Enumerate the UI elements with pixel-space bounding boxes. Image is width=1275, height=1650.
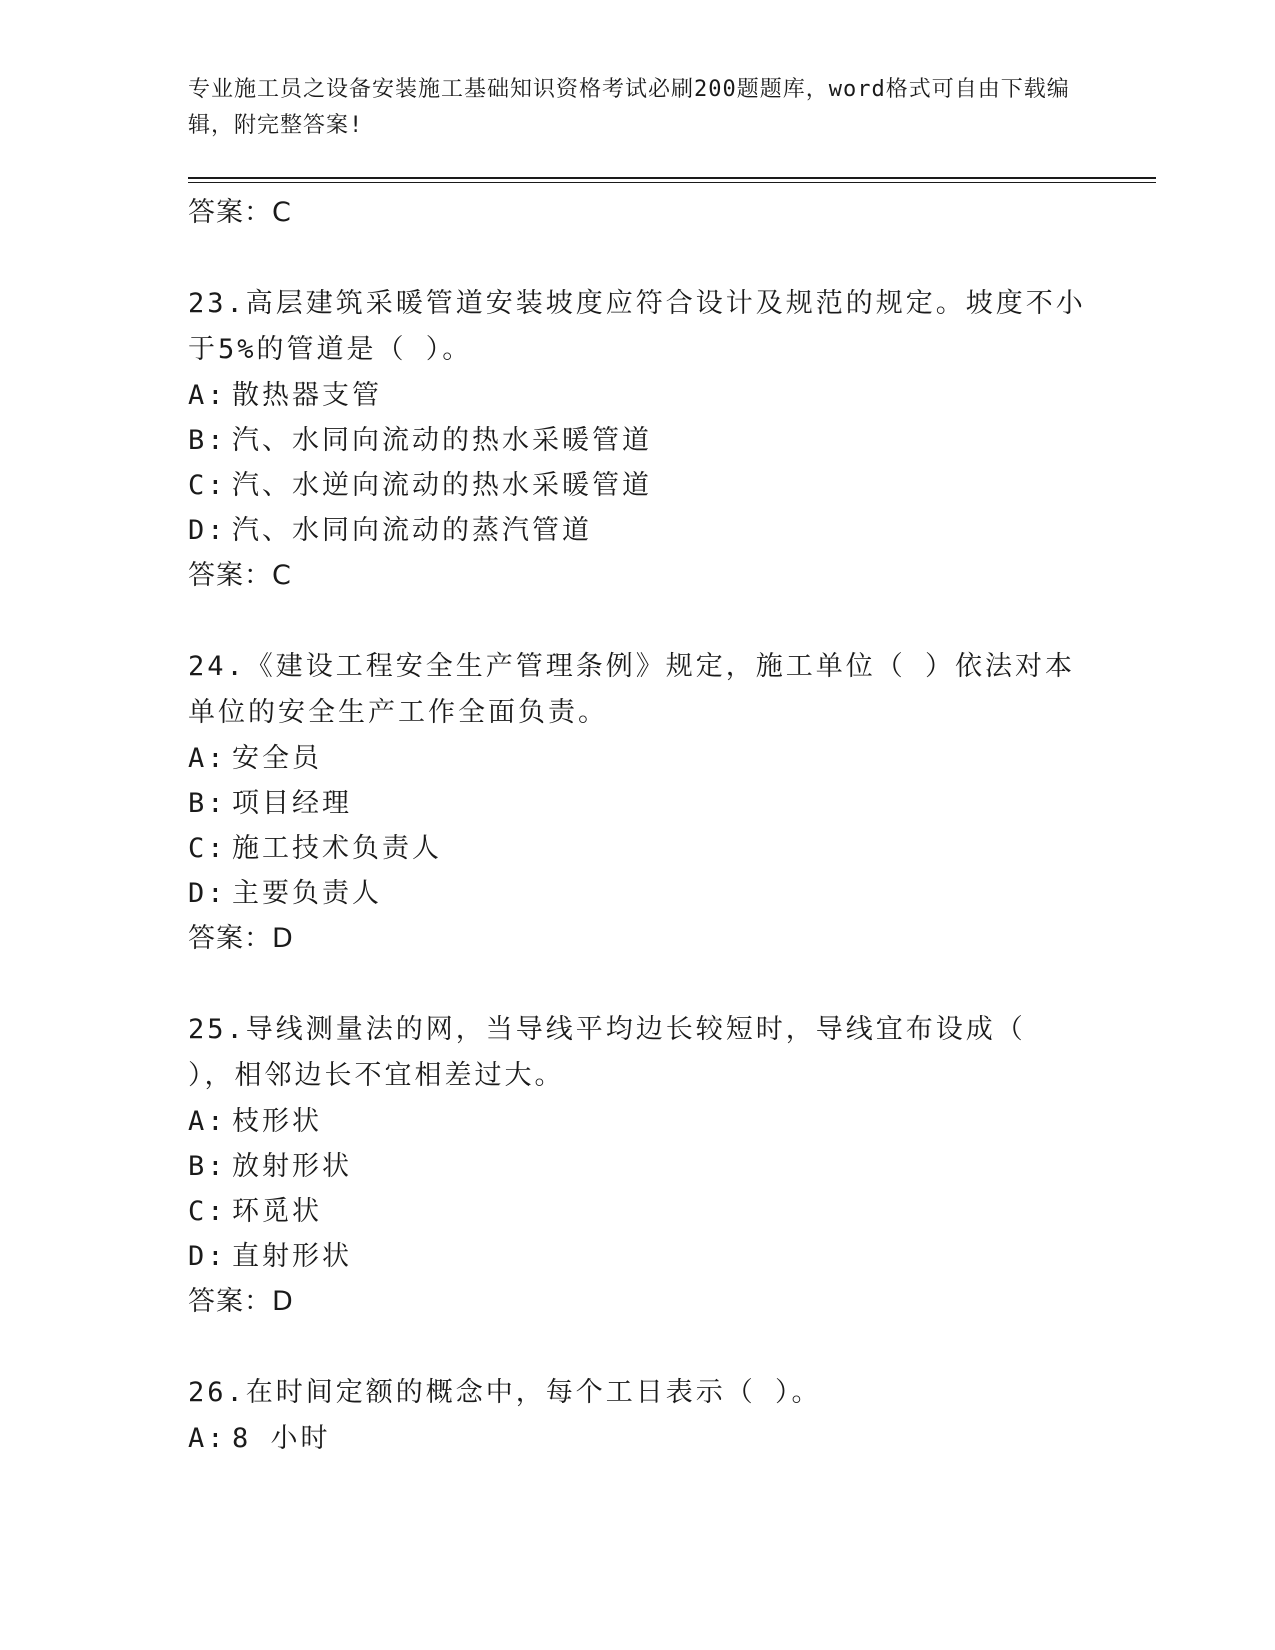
option-a	[188, 1099, 1088, 1144]
option-label: C:	[188, 1196, 227, 1227]
question-text: 24.《建设工程安全生产管理条例》规定，施工单位（ ）依法对本单位的安全生产工作全面负责。	[188, 651, 1076, 728]
option-text: 散热器支管	[232, 380, 382, 411]
option-text: 枝形状	[232, 1106, 322, 1137]
option-c	[188, 1189, 1088, 1234]
option-label: D:	[188, 515, 227, 546]
option-text: 安全员	[232, 743, 322, 774]
question-26	[188, 1370, 1088, 1461]
question-text: 23.高层建筑采暖管道安装坡度应符合设计及规范的规定。坡度不小于5%的管道是（ ）。	[188, 288, 1086, 365]
question-list	[188, 190, 1088, 1461]
option-d	[188, 871, 1088, 916]
option-text: 汽、水同向流动的蒸汽管道	[232, 515, 592, 546]
question-text: 26.在时间定额的概念中，每个工日表示（ ）。	[188, 1377, 822, 1408]
option-label: A:	[188, 380, 227, 411]
option-b	[188, 418, 1088, 463]
option-text: 直射形状	[232, 1241, 352, 1272]
option-label: B:	[188, 1151, 227, 1182]
option-b	[188, 1144, 1088, 1189]
answer-line: 答案：C	[188, 560, 292, 591]
option-d	[188, 1234, 1088, 1279]
document-header: 专业施工员之设备安装施工基础知识资格考试必刷200题题库，word格式可自由下载编辑，附完整答案!	[188, 77, 1070, 138]
option-text: 环觅状	[232, 1196, 322, 1227]
question-25	[188, 1007, 1088, 1325]
header-rule	[188, 177, 1156, 179]
option-label: D:	[188, 1241, 227, 1272]
option-text: 放射形状	[232, 1151, 352, 1182]
option-label: A:	[188, 1106, 227, 1137]
option-label: B:	[188, 788, 227, 819]
option-c	[188, 826, 1088, 871]
option-b	[188, 781, 1088, 826]
option-label: A:	[188, 743, 227, 774]
option-d	[188, 508, 1088, 553]
option-label: C:	[188, 470, 227, 501]
option-a	[188, 1416, 1088, 1461]
option-text: 汽、水同向流动的热水采暖管道	[232, 425, 652, 456]
question-23	[188, 281, 1088, 599]
option-text: 汽、水逆向流动的热水采暖管道	[232, 470, 652, 501]
question-text: 25.导线测量法的网，当导线平均边长较短时，导线宜布设成（ ），相邻边长不宜相差过大。	[188, 1014, 1026, 1091]
option-label: A:	[188, 1423, 227, 1454]
option-text: 施工技术负责人	[232, 833, 442, 864]
option-label: B:	[188, 425, 227, 456]
answer-line: 答案：D	[188, 923, 294, 954]
option-a	[188, 736, 1088, 781]
answer-line: 答案：C	[188, 197, 292, 228]
option-label: C:	[188, 833, 227, 864]
option-text: 项目经理	[232, 788, 352, 819]
option-c	[188, 463, 1088, 508]
option-text: 8 小时	[232, 1423, 331, 1454]
option-text: 主要负责人	[232, 878, 382, 909]
option-label: D:	[188, 878, 227, 909]
question-24	[188, 644, 1088, 962]
answer-line: 答案：D	[188, 1286, 294, 1317]
header-rule-thin	[188, 182, 1156, 183]
option-a	[188, 373, 1088, 418]
